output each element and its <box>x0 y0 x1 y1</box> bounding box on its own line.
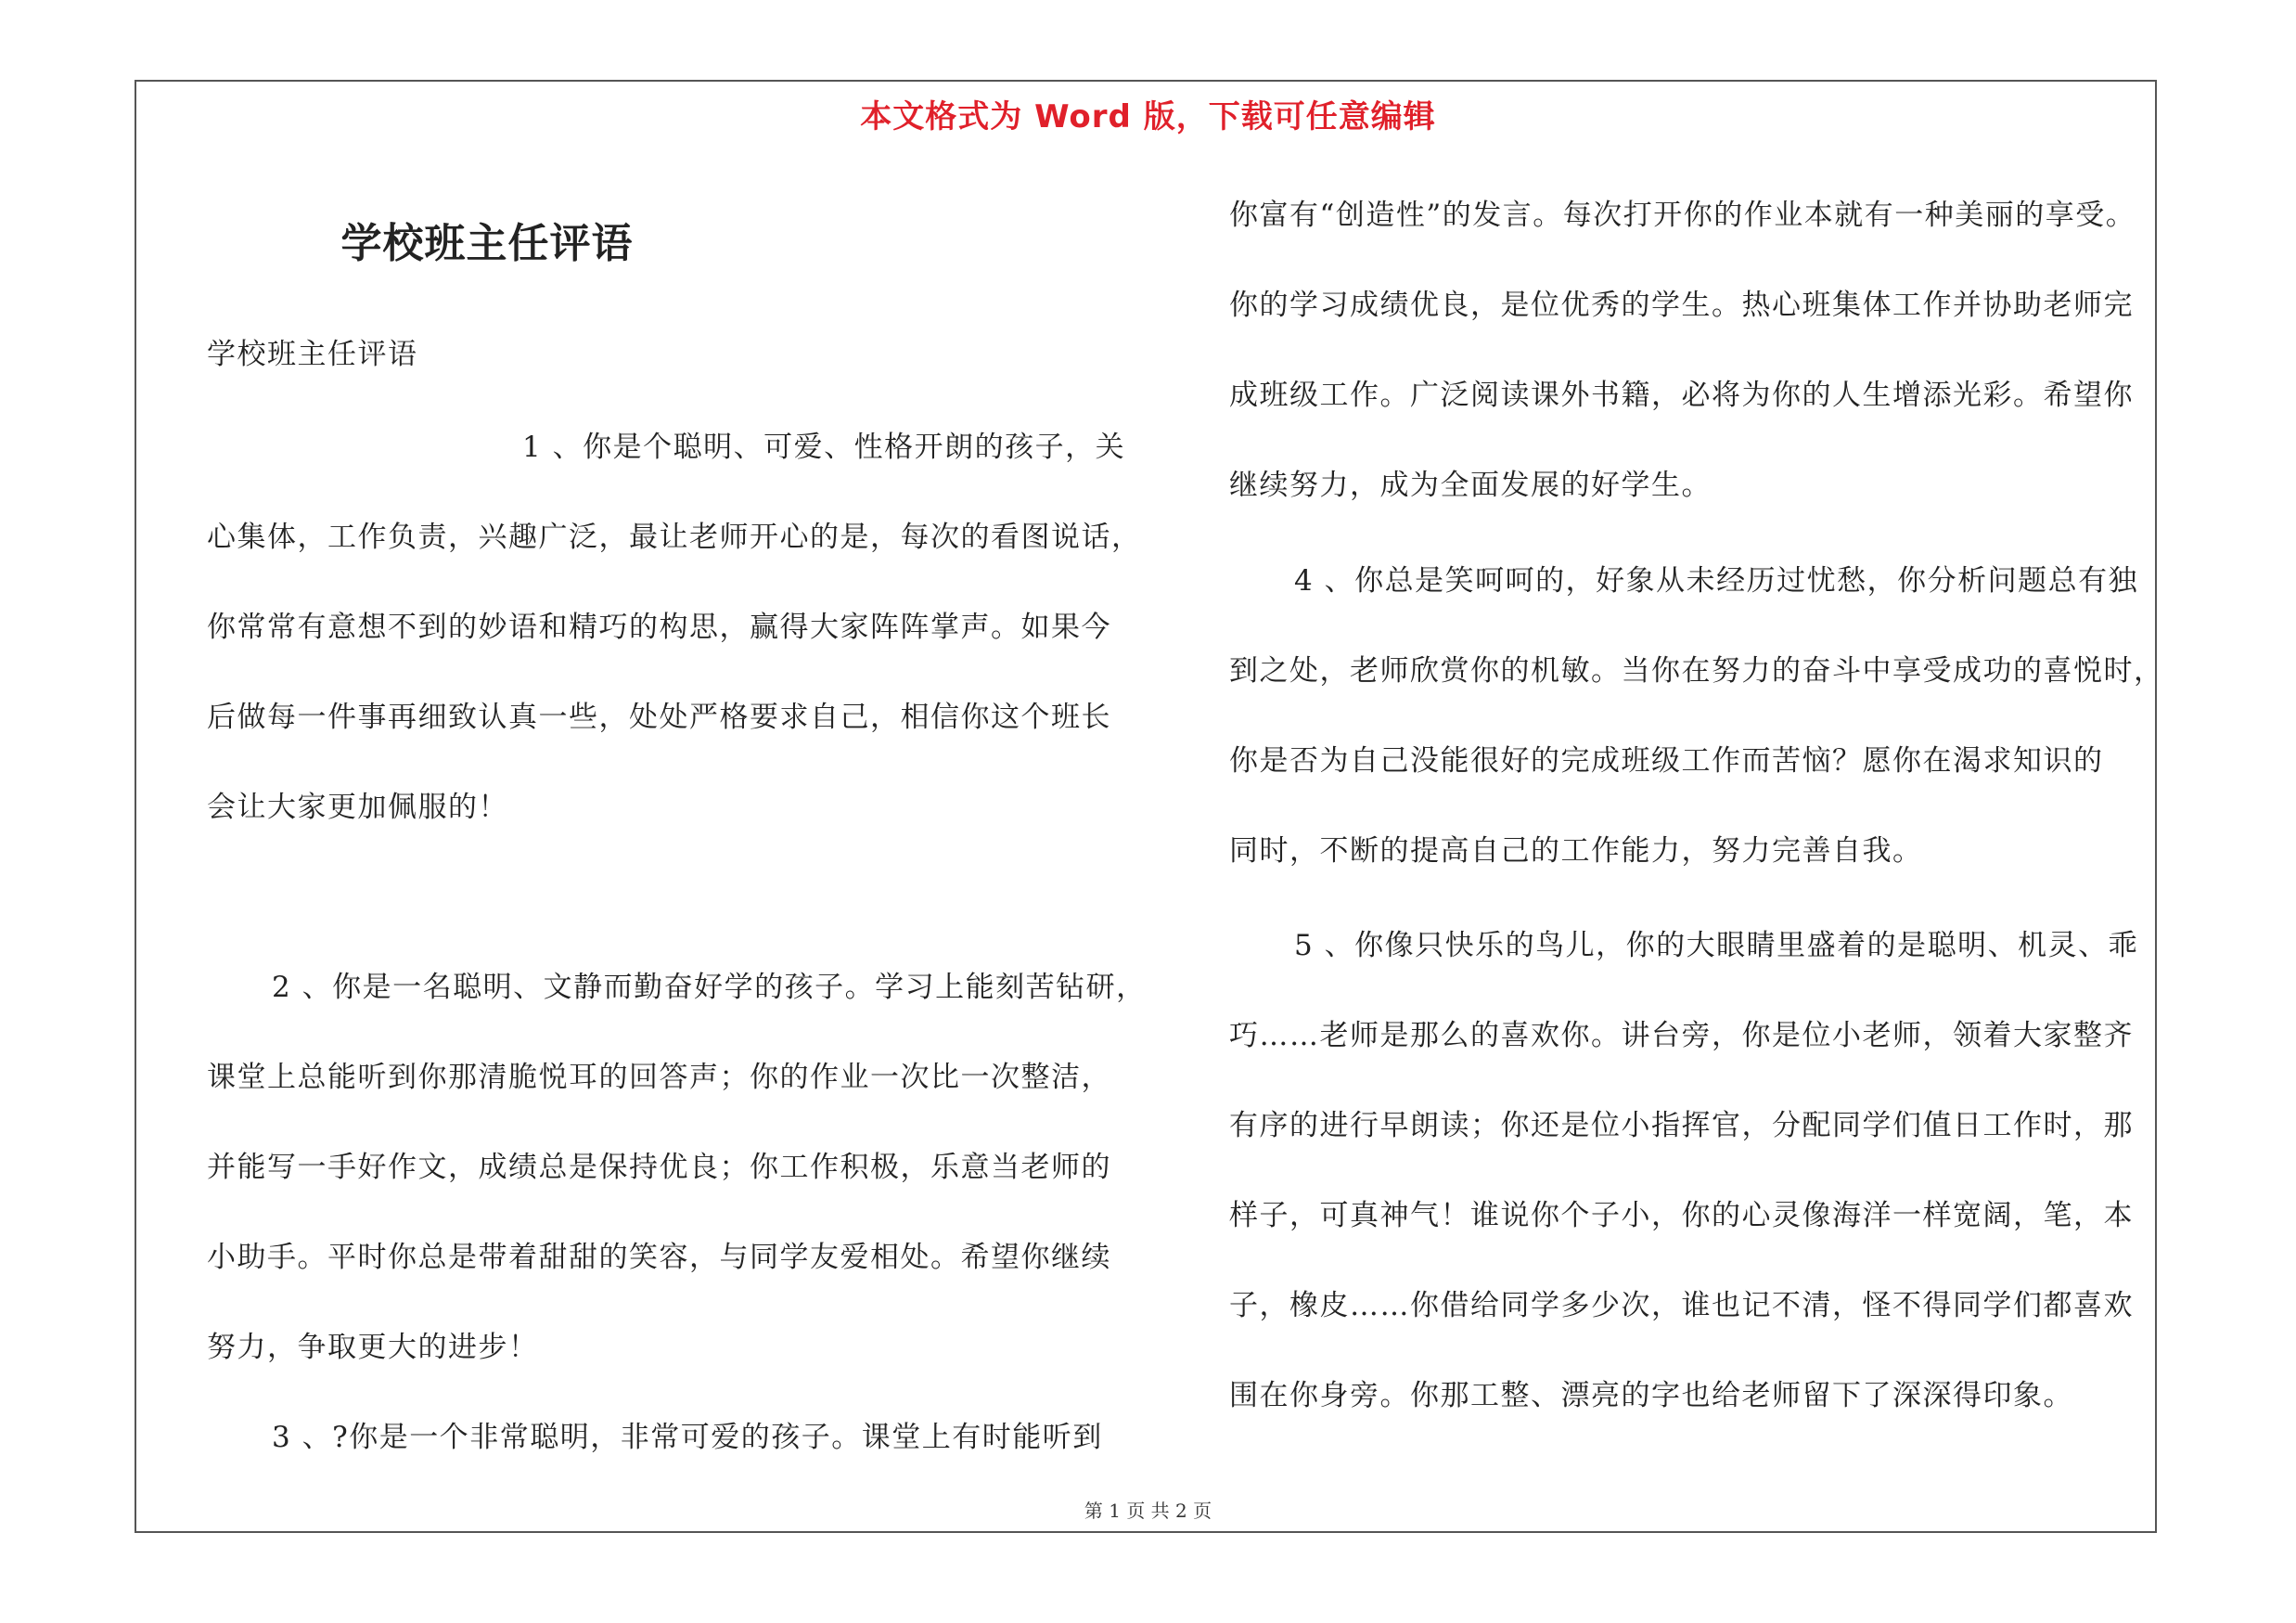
left-line: 学校班主任评语 <box>207 338 418 371</box>
page-number-footer: 第 1 页 共 2 页 <box>1084 1500 1212 1522</box>
right-line: 有序的进行早朗读；你还是位小指挥官，分配同学们值日工作时，那 <box>1229 1109 2134 1142</box>
right-line: 继续努力，成为全面发展的好学生。 <box>1229 469 1712 502</box>
right-line: 到之处，老师欣赏你的机敏。当你在努力的奋斗中享受成功的喜悦时， <box>1229 654 2164 688</box>
right-line: 成班级工作。广泛阅读课外书籍，必将为你的人生增添光彩。希望你 <box>1229 379 2134 412</box>
right-line: 你的学习成绩优良，是位优秀的学生。热心班集体工作并协助老师完 <box>1229 289 2134 322</box>
left-line: 你常常有意想不到的妙语和精巧的构思，赢得大家阵阵掌声。如果今 <box>207 611 1111 644</box>
document-title: 学校班主任评语 <box>340 220 634 267</box>
left-line: 3 、?你是一个非常聪明，非常可爱的孩子。课堂上有时能听到 <box>272 1421 1103 1454</box>
left-line: 并能写一手好作文，成绩总是保持优良；你工作积极，乐意当老师的 <box>207 1151 1111 1184</box>
left-line: 1 、你是个聪明、可爱、性格开朗的孩子，关 <box>522 431 1126 464</box>
right-line: 4 、你总是笑呵呵的，好象从未经历过忧愁，你分析问题总有独 <box>1294 564 2139 598</box>
right-line: 样子，可真神气！谁说你个子小，你的心灵像海洋一样宽阔，笔，本 <box>1229 1199 2134 1232</box>
right-line: 巧……老师是那么的喜欢你。讲台旁，你是位小老师，领着大家整齐 <box>1229 1019 2134 1052</box>
right-line: 5 、你像只快乐的鸟儿，你的大眼睛里盛着的是聪明、机灵、乖 <box>1294 929 2139 962</box>
left-line: 2 、你是一名聪明、文静而勤奋好学的孩子。学习上能刻苦钻研， <box>272 971 1147 1004</box>
right-line: 同时，不断的提高自己的工作能力，努力完善自我。 <box>1229 834 1923 868</box>
word-format-banner: 本文格式为 Word 版，下载可任意编辑 <box>860 98 1436 135</box>
right-line: 你富有“创造性”的发言。每次打开你的作业本就有一种美丽的享受。 <box>1229 199 2136 232</box>
left-line: 课堂上总能听到你那清脆悦耳的回答声；你的作业一次比一次整洁， <box>207 1061 1111 1094</box>
left-line: 心集体，工作负责，兴趣广泛，最让老师开心的是，每次的看图说话， <box>207 521 1142 554</box>
left-line: 后做每一件事再细致认真一些，处处严格要求自己，相信你这个班长 <box>207 701 1111 734</box>
right-line: 子，橡皮……你借给同学多少次，谁也记不清，怪不得同学们都喜欢 <box>1229 1289 2134 1322</box>
right-line: 你是否为自己没能很好的完成班级工作而苦恼？愿你在渴求知识的 <box>1229 744 2104 778</box>
left-line: 努力，争取更大的进步！ <box>207 1331 539 1364</box>
left-line: 会让大家更加佩服的！ <box>207 791 508 824</box>
left-line: 小助手。平时你总是带着甜甜的笑容，与同学友爱相处。希望你继续 <box>207 1241 1111 1274</box>
right-line: 围在你身旁。你那工整、漂亮的字也给老师留下了深深得印象。 <box>1229 1379 2073 1412</box>
